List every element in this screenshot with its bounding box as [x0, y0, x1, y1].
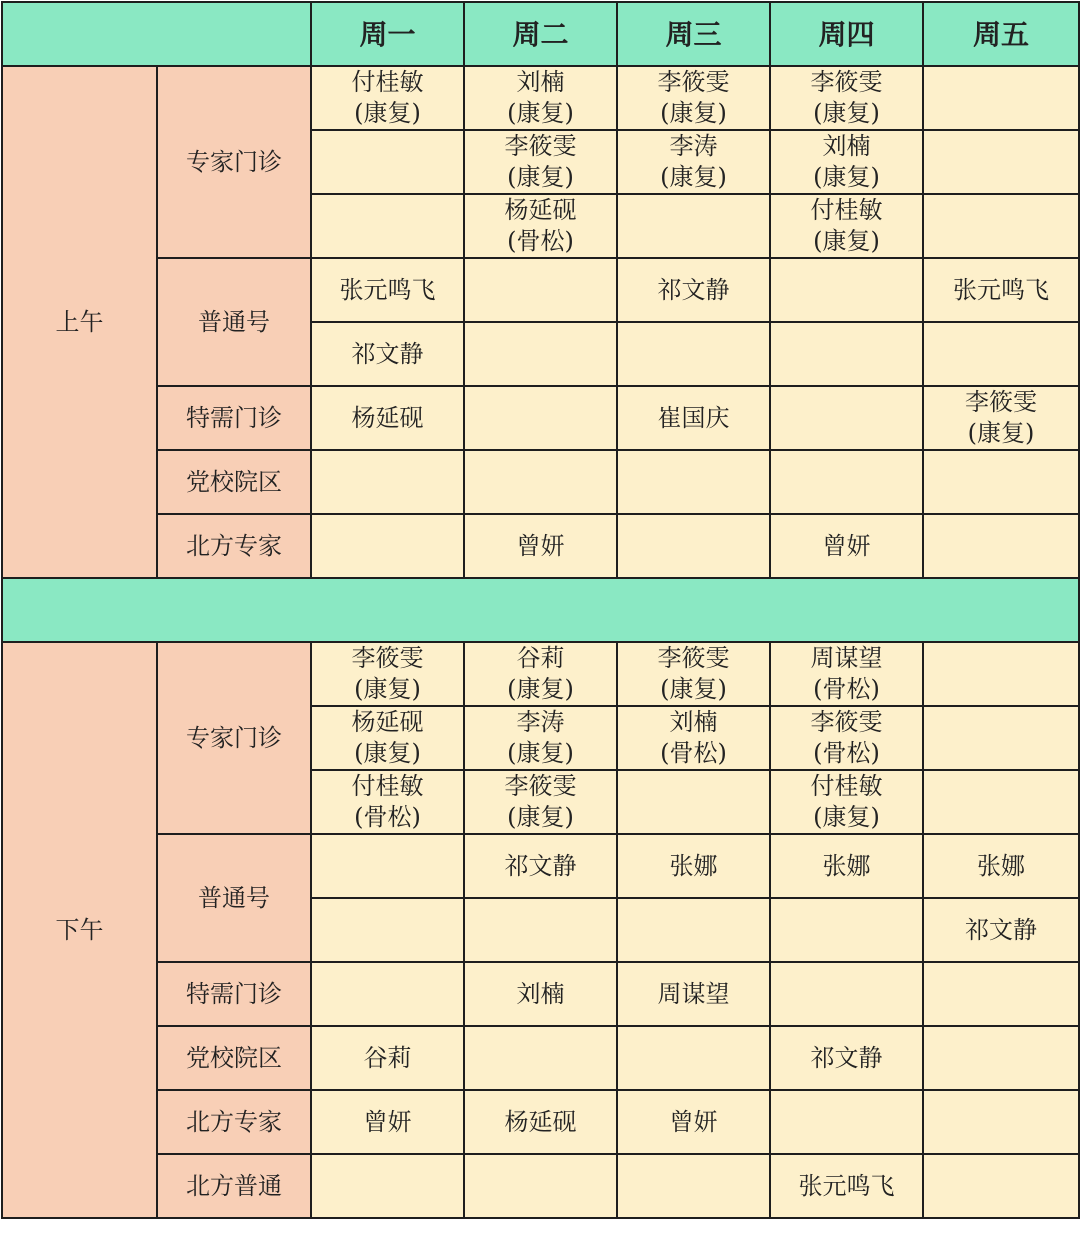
- schedule-cell: [770, 642, 923, 706]
- schedule-row: [2, 962, 1079, 1026]
- specialty-note: (康复): [507, 803, 574, 831]
- doctor-name: 张娜: [669, 851, 718, 880]
- doctor-name: 张元鸣飞: [953, 275, 1049, 304]
- doctor-name: 刘楠: [822, 132, 871, 160]
- doctor-name: 谷莉: [363, 1043, 412, 1072]
- schedule-cell: [770, 386, 923, 450]
- schedule-cell: [464, 322, 617, 386]
- specialty-note: (康复): [967, 419, 1035, 447]
- specialty-note: (骨松): [813, 675, 880, 703]
- doctor-name: 张元鸣飞: [339, 275, 436, 304]
- header-corner: [2, 2, 311, 66]
- schedule-cell: [770, 322, 923, 386]
- specialty-note: (康复): [354, 739, 421, 767]
- schedule-cell: [923, 514, 1079, 578]
- schedule-cell: [770, 898, 923, 962]
- specialty-note: (康复): [813, 227, 880, 255]
- doctor-name: 李筱雯: [657, 68, 730, 96]
- schedule-cell: [464, 770, 617, 834]
- schedule-cell: [617, 898, 770, 962]
- doctor-name: 曾妍: [516, 531, 565, 560]
- schedule-cell: [617, 386, 770, 450]
- schedule-cell: [617, 962, 770, 1026]
- period-separator: [2, 578, 1079, 642]
- schedule-cell: [770, 450, 923, 514]
- specialty-note: (康复): [660, 163, 727, 191]
- doctor-name: 曾妍: [822, 531, 871, 560]
- clinic-type-label: 专家门诊: [157, 642, 311, 834]
- schedule-cell: [464, 450, 617, 514]
- schedule-row: [2, 514, 1079, 578]
- specialty-note: (康复): [507, 163, 574, 191]
- schedule-cell: [923, 770, 1079, 834]
- doctor-name: 祁文静: [504, 851, 577, 880]
- schedule-cell: [770, 1090, 923, 1154]
- doctor-name: 李筱雯: [504, 772, 577, 800]
- schedule-cell: [923, 962, 1079, 1026]
- schedule-cell: [311, 386, 464, 450]
- doctor-name: 周谋望: [657, 979, 730, 1008]
- schedule-row: [2, 386, 1079, 450]
- clinic-type-label: 特需门诊: [157, 386, 311, 450]
- doctor-name: 祁文静: [351, 339, 424, 368]
- header-row: [2, 2, 1079, 66]
- schedule-cell: [464, 898, 617, 962]
- day-header: 周三: [617, 2, 770, 66]
- schedule-cell: [770, 962, 923, 1026]
- doctor-name: 杨延砚: [351, 708, 424, 736]
- schedule-cell: [311, 706, 464, 770]
- doctor-name: 刘楠: [516, 979, 565, 1008]
- day-header: 周五: [923, 2, 1079, 66]
- doctor-name: 李涛: [669, 132, 718, 160]
- specialty-note: (康复): [507, 739, 574, 767]
- schedule-cell: [464, 66, 617, 130]
- specialty-note: (康复): [813, 163, 880, 191]
- schedule-cell: [311, 130, 464, 194]
- doctor-name: 崔国庆: [657, 403, 730, 432]
- clinic-type-label: 党校院区: [157, 450, 311, 514]
- schedule-cell: [464, 1026, 617, 1090]
- doctor-name: 付桂敏: [810, 196, 883, 224]
- doctor-name: 付桂敏: [351, 68, 424, 96]
- doctor-name: 杨延砚: [351, 403, 424, 432]
- period-separator-row: [2, 578, 1079, 642]
- schedule-cell: [923, 642, 1079, 706]
- schedule-cell: [311, 1154, 464, 1218]
- day-header: 周一: [311, 2, 464, 66]
- schedule-row: [2, 66, 1079, 130]
- schedule-cell: [923, 194, 1079, 258]
- specialty-note: (骨松): [660, 739, 727, 767]
- specialty-note: (康复): [354, 675, 421, 703]
- doctor-name: 曾妍: [669, 1107, 718, 1136]
- specialty-note: (骨松): [813, 739, 880, 767]
- schedule-cell: [923, 898, 1079, 962]
- schedule-cell: [464, 514, 617, 578]
- specialty-note: (康复): [354, 99, 421, 127]
- schedule-cell: [311, 194, 464, 258]
- clinic-type-label: 北方专家: [157, 514, 311, 578]
- schedule-cell: [770, 834, 923, 898]
- clinic-type-label: 专家门诊: [157, 66, 311, 258]
- doctor-name: 曾妍: [363, 1107, 412, 1136]
- schedule-cell: [311, 322, 464, 386]
- schedule-cell: [770, 66, 923, 130]
- specialty-note: (康复): [507, 99, 574, 127]
- schedule-cell: [464, 258, 617, 322]
- day-header: 周四: [770, 2, 923, 66]
- doctor-name: 张娜: [822, 851, 871, 880]
- schedule-cell: [311, 1026, 464, 1090]
- doctor-name: 张元鸣飞: [798, 1171, 895, 1200]
- schedule-cell: [770, 194, 923, 258]
- schedule-cell: [311, 450, 464, 514]
- schedule-cell: [923, 834, 1079, 898]
- specialty-note: (康复): [660, 675, 727, 703]
- schedule-cell: [464, 130, 617, 194]
- schedule-row: [2, 258, 1079, 322]
- doctor-name: 刘楠: [516, 68, 565, 96]
- schedule-cell: [311, 642, 464, 706]
- schedule-cell: [311, 1090, 464, 1154]
- schedule-row: [2, 1090, 1079, 1154]
- schedule-cell: [923, 1026, 1079, 1090]
- doctor-name: 付桂敏: [351, 772, 424, 800]
- schedule-cell: [617, 770, 770, 834]
- schedule-cell: [617, 1026, 770, 1090]
- doctor-name: 付桂敏: [810, 772, 883, 800]
- schedule-cell: [923, 1154, 1079, 1218]
- schedule-cell: [464, 194, 617, 258]
- period-label: 上午: [2, 66, 157, 578]
- schedule-cell: [923, 258, 1079, 322]
- schedule-cell: [770, 770, 923, 834]
- schedule-cell: [617, 834, 770, 898]
- doctor-name: 李筱雯: [351, 644, 424, 672]
- schedule-cell: [617, 194, 770, 258]
- schedule-cell: [923, 322, 1079, 386]
- schedule-cell: [464, 1090, 617, 1154]
- specialty-note: (骨松): [354, 803, 421, 831]
- schedule-cell: [923, 1090, 1079, 1154]
- schedule-cell: [617, 450, 770, 514]
- schedule-row: [2, 1154, 1079, 1218]
- schedule-cell: [311, 258, 464, 322]
- schedule-cell: [311, 770, 464, 834]
- schedule-cell: [617, 66, 770, 130]
- schedule-row: [2, 834, 1079, 898]
- day-header: 周二: [464, 2, 617, 66]
- doctor-name: 谷莉: [516, 644, 565, 672]
- doctor-name: 李筱雯: [810, 68, 883, 96]
- doctor-name: 刘楠: [669, 708, 718, 736]
- schedule-cell: [923, 706, 1079, 770]
- doctor-name: 李筱雯: [810, 708, 883, 736]
- schedule-cell: [923, 130, 1079, 194]
- schedule-body: [2, 2, 1079, 1218]
- schedule-cell: [617, 258, 770, 322]
- schedule-row: [2, 642, 1079, 706]
- schedule-cell: [464, 962, 617, 1026]
- schedule-cell: [770, 130, 923, 194]
- schedule-cell: [311, 514, 464, 578]
- schedule-cell: [617, 1090, 770, 1154]
- schedule-cell: [770, 514, 923, 578]
- schedule-cell: [617, 642, 770, 706]
- doctor-name: 张娜: [977, 851, 1025, 880]
- specialty-note: (康复): [813, 803, 880, 831]
- schedule-row: [2, 450, 1079, 514]
- schedule-cell: [464, 706, 617, 770]
- specialty-note: (骨松): [507, 227, 574, 255]
- schedule-cell: [311, 962, 464, 1026]
- schedule-cell: [311, 66, 464, 130]
- schedule-cell: [617, 322, 770, 386]
- schedule-cell: [923, 450, 1079, 514]
- period-label: 下午: [2, 642, 157, 1218]
- specialty-note: (康复): [813, 99, 880, 127]
- doctor-name: 李筱雯: [965, 388, 1037, 416]
- schedule-cell: [770, 706, 923, 770]
- schedule-cell: [770, 258, 923, 322]
- doctor-name: 杨延砚: [504, 196, 577, 224]
- specialty-note: (康复): [507, 675, 574, 703]
- clinic-type-label: 党校院区: [157, 1026, 311, 1090]
- schedule-cell: [311, 898, 464, 962]
- schedule-cell: [311, 834, 464, 898]
- clinic-type-label: 北方专家: [157, 1090, 311, 1154]
- schedule-cell: [464, 386, 617, 450]
- schedule-cell: [464, 1154, 617, 1218]
- doctor-name: 李筱雯: [657, 644, 730, 672]
- doctor-name: 李筱雯: [504, 132, 577, 160]
- specialty-note: (康复): [660, 99, 727, 127]
- schedule-cell: [617, 514, 770, 578]
- clinic-type-label: 普通号: [157, 258, 311, 386]
- clinic-schedule-table: [1, 1, 1080, 1219]
- doctor-name: 祁文静: [810, 1043, 883, 1072]
- schedule-cell: [464, 834, 617, 898]
- doctor-name: 李涛: [516, 708, 565, 736]
- clinic-type-label: 特需门诊: [157, 962, 311, 1026]
- schedule-cell: [923, 66, 1079, 130]
- schedule-cell: [923, 386, 1079, 450]
- schedule-cell: [617, 1154, 770, 1218]
- doctor-name: 杨延砚: [504, 1107, 577, 1136]
- schedule-cell: [464, 642, 617, 706]
- clinic-type-label: 普通号: [157, 834, 311, 962]
- schedule-cell: [770, 1154, 923, 1218]
- doctor-name: 祁文静: [657, 275, 730, 304]
- doctor-name: 周谋望: [810, 644, 883, 672]
- schedule-row: [2, 1026, 1079, 1090]
- clinic-type-label: 北方普通: [157, 1154, 311, 1218]
- schedule-cell: [617, 706, 770, 770]
- schedule-cell: [770, 1026, 923, 1090]
- schedule-cell: [617, 130, 770, 194]
- doctor-name: 祁文静: [965, 915, 1037, 944]
